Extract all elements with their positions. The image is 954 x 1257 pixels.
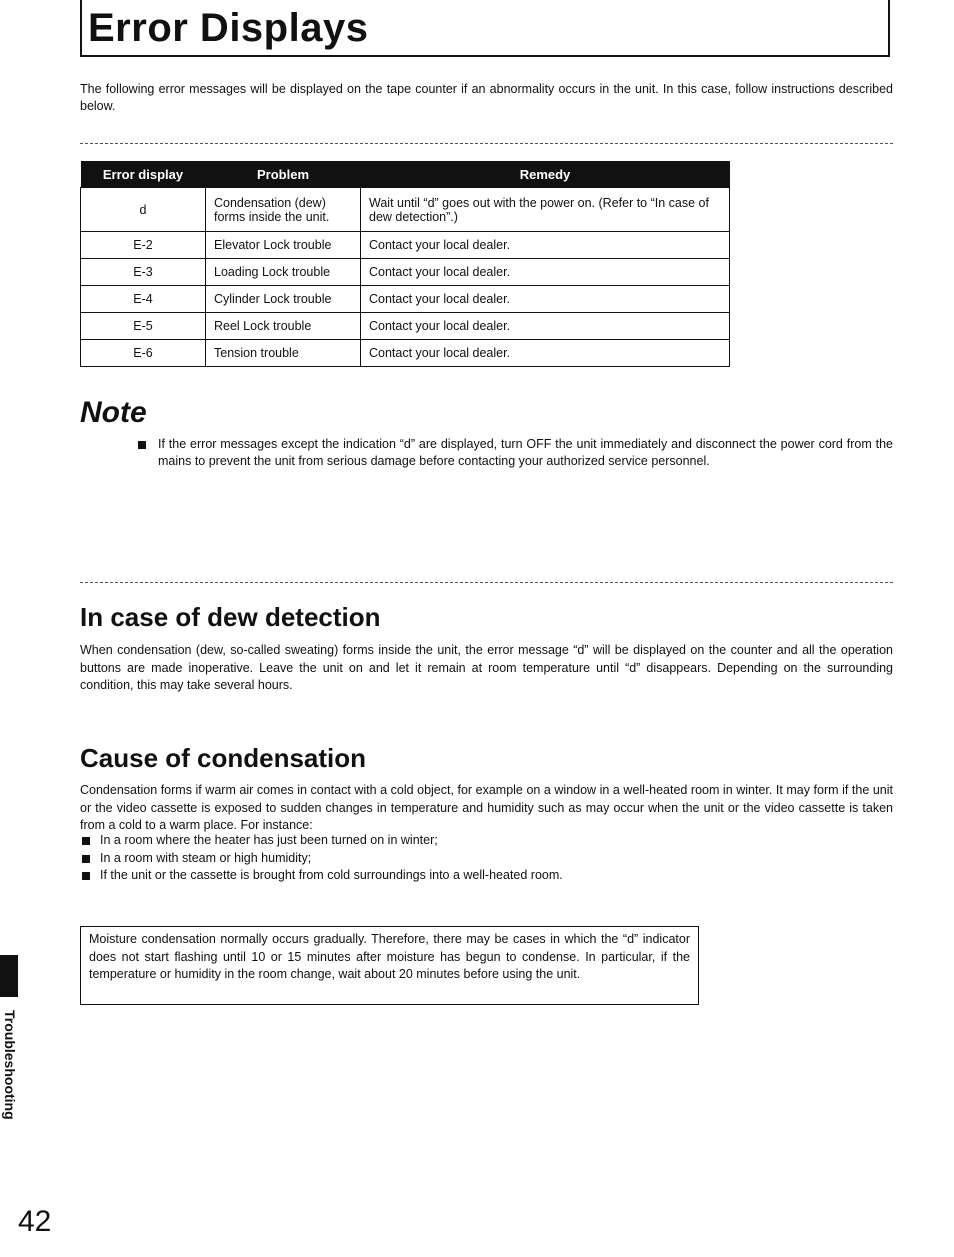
error-remedy: Contact your local dealer. [361,259,730,286]
note-heading: Note [80,396,147,429]
error-table [80,161,730,367]
bullet-icon [82,855,90,863]
error-problem: Condensation (dew) forms inside the unit. [206,188,361,232]
table-row [81,259,730,286]
dashed-divider-middle [80,582,893,583]
list-item-text: In a room where the heater has just been turned on in winter; [100,833,438,847]
dew-heading: In case of dew detection [80,602,381,632]
note-text: If the error messages except the indication “d” are displayed, turn OFF the unit immediately and disconnect the power cord from the mains to prevent the unit from serious damage before contacting your authorized service personnel. [158,437,893,468]
list-item [80,867,563,885]
error-code: E-4 [81,286,206,313]
table-row [81,286,730,313]
bullet-icon [82,837,90,845]
error-code: E-3 [81,259,206,286]
error-code: E-6 [81,340,206,367]
table-header-row [81,161,730,188]
condensation-text: Condensation forms if warm air comes in contact with a cold object, for example on a window in a well-heated room in winter. It may form if the unit or the video cassette is exposed to sudden changes in temperature and humidity such as may occur when the unit or the video cassette is taken from a cold to a warm place. For instance: [80,783,893,832]
header-problem: Problem [206,161,361,188]
list-item-text: If the unit or the cassette is brought from cold surroundings into a well-heated room. [100,868,563,882]
table-row [81,313,730,340]
title-box [80,0,890,57]
header-error-display: Error display [81,161,206,188]
section-side-label-text: Troubleshooting [2,1010,18,1120]
intro-text: The following error messages will be displayed on the tape counter if an abnormality occurs in the unit. In this case, follow instructions described below. [80,82,893,113]
error-problem: Reel Lock trouble [206,313,361,340]
error-problem: Cylinder Lock trouble [206,286,361,313]
error-code: d [81,188,206,232]
table-row [81,232,730,259]
list-item-text: In a room with steam or high humidity; [100,850,312,865]
bullet-icon [82,872,90,880]
error-remedy: Contact your local dealer. [361,232,730,259]
error-problem: Elevator Lock trouble [206,232,361,259]
page-number: 42 [18,1205,52,1238]
page-title: Error Displays [88,6,369,50]
note-body [138,436,893,470]
error-remedy: Wait until “d” goes out with the power on. (Refer to “In case of dew detection”.) [361,188,730,232]
table-row [81,340,730,367]
error-remedy: Contact your local dealer. [361,340,730,367]
error-problem: Loading Lock trouble [206,259,361,286]
bullet-icon [138,441,146,449]
dashed-divider-top [80,143,893,144]
condensation-causes-list [80,832,563,885]
condensation-heading: Cause of condensation [80,743,367,773]
dew-text: When condensation (dew, so-called sweating) forms inside the unit, the error message “d” will be displayed on the counter and all the operation buttons are made inoperative. Leave the unit on and let it remain at room temperature until “d” disappears. Depending on the surrounding condition, this may take several hours. [80,643,893,692]
error-remedy: Contact your local dealer. [361,286,730,313]
table-row [81,188,730,232]
error-problem: Tension trouble [206,340,361,367]
error-code: E-5 [81,313,206,340]
list-item [80,832,563,850]
section-tab-marker [0,955,18,997]
section-side-label [0,1010,20,1140]
moisture-info-box: Moisture condensation normally occurs gradually. Therefore, there may be cases in which the “d” indicator does not start flashing until 10 or 15 minutes after moisture has begun to condense. In particular, if the temperature or humidity in the room change, wait about 20 minutes before using the unit. [80,926,699,1005]
header-remedy: Remedy [361,161,730,188]
error-code: E-2 [81,232,206,259]
error-remedy: Contact your local dealer. [361,313,730,340]
list-item [80,850,563,868]
